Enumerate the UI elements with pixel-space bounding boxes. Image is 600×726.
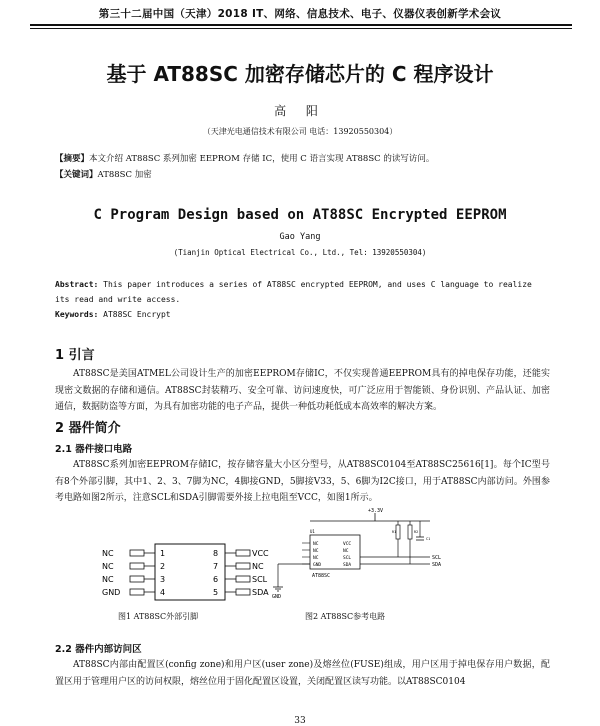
page-number: 33 [294,716,306,726]
pin-number-2: 2 [160,562,166,571]
keywords-en-label: Keywords: [55,310,99,319]
keywords-cn-text: AT88SC 加密 [97,170,152,180]
affiliation-en: (Tianjin Optical Electrical Co., Ltd., Tel: 13920550304) [173,248,427,257]
r1-designator: R1 [392,530,397,534]
section-2-heading: 2 器件简介 [55,421,121,436]
chip-name: AT88SC [312,573,331,579]
paper-title-en: C Program Design based on AT88SC Encrypted EEPROM [93,207,507,223]
pin-number-1: 1 [160,549,166,558]
pin-number-4: 4 [160,588,166,597]
pin-pad-5 [236,589,250,595]
pin-pad-8 [236,550,250,556]
abstract-cn-label: 【摘要】 [55,154,90,164]
pin-label-7: NC [252,562,264,571]
pin-pad-1 [130,550,144,556]
affiliation-cn: （天津光电通信技术有限公司 电话：13920550304） [202,127,398,136]
pin-number-6: 6 [213,575,219,584]
net-label-scl: SCL [432,555,442,561]
pin-label-3: NC [102,575,114,584]
figure-2-circuit [270,507,450,602]
pin-pad-6 [236,576,250,582]
resistor-r2 [408,525,412,539]
pin-number-3: 3 [160,575,166,584]
u1-left-pin-3: NC [313,556,319,561]
u1-right-pin-2: NC [343,549,349,554]
subsection-2-2-heading: 2.2 器件内部访问区 [55,644,142,655]
abstract-cn [55,152,434,164]
keywords-cn [55,168,152,180]
pin-label-6: SCL [252,575,268,584]
paper-title-cn: 基于 AT88SC 加密存储芯片的 C 程序设计 [106,62,494,86]
section-1-heading: 1 引言 [55,348,95,363]
abstract-en-label: Abstract: [55,280,99,289]
pin-pad-7 [236,563,250,569]
header-rule-thin [30,28,572,29]
pin-number-8: 8 [213,549,219,558]
subsection-2-1-text: AT88SC系列加密EEPROM存储IC，按存储容量大小区分型号，从AT88SC0104至AT88SC25616[1]。每个IC型号有8个外部引脚，其中1、2、3、7脚为NC，4脚接GND，5脚接V33，5、6脚为I2C接口，用于AT88SC内部访问。外围参考电路如图2所示，注意SCL和SDA引脚需要外接上拉电阻至VCC，如图1所示。 [55,460,550,503]
u1-right-pin-3: SCL [343,556,352,561]
resistor-r1 [396,525,400,539]
abstract-en-text: This paper introduces a series of AT88SC encrypted EEPROM, and uses C language to realize its read and write access. [55,280,532,304]
author-en: Gao Yang [279,232,321,242]
section-1-text: AT88SC是美国ATMEL公司设计生产的加密EEPROM存储IC，不仅实现普通EEPROM具有的掉电保存功能，还能实现密文数据的存储和通信。AT88SC封装精巧、安全可靠、访问速度快，可广泛应用于智能锁、身份识别、产品认证、加密通信，数据防盗等方面，为具有加密功能的电子产品，提供一种低功耗低成本高效率的解决方案。 [55,369,550,412]
pin-number-5: 5 [213,588,219,597]
pin-number-7: 7 [213,562,219,571]
subsection-2-1-heading: 2.1 器件接口电路 [55,444,133,455]
figure-2-caption: 图2 AT88SC参考电路 [305,612,386,621]
pin-pad-3 [130,576,144,582]
conference-header: 第三十二届中国（天津）2018 IT、网络、信息技术、电子、仪器仪表创新学术会议 [98,8,502,20]
subsection-2-2-text: AT88SC内部由配置区(config zone)和用户区(user zone)及熔丝位(FUSE)组成，用户区用于掉电保存用户数据，配置区用于管理用户区的访问权限，熔丝位用于固化配置区设置，关闭配置区读写功能。以AT88SC0104 [55,660,550,687]
u1-right-pin-1: VCC [343,542,352,547]
u1-right-pin-4: SDA [343,563,352,568]
pin-pad-4 [130,589,144,595]
keywords-cn-label: 【关键词】 [55,170,98,180]
u1-left-pin-1: NC [313,542,319,547]
supply-label: +3.3V [368,508,384,514]
author-cn: 高 阳 [274,104,326,118]
net-label-sda: SDA [432,562,442,568]
keywords-en-text: AT88SC Encrypt [98,310,171,319]
c1-designator: C1 [426,537,431,541]
u1-designator: U1 [310,529,315,534]
abstract-cn-text: 本文介绍 AT88SC 系列加密 EEPROM 存储 IC，使用 C 语言实现 AT88SC 的读写访问。 [89,154,435,164]
keywords-en [55,307,550,322]
u1-left-pin-2: NC [313,549,319,554]
pin-label-1: NC [102,549,114,558]
abstract-en [55,277,550,307]
header-rule-thick [30,24,572,26]
pin-label-8: VCC [252,549,269,558]
u1-left-pin-4: GND [313,563,322,568]
pin-label-2: NC [102,562,114,571]
pin-label-5: SDA [252,588,269,597]
figure-1-pinout [100,540,280,602]
figure-1-caption: 图1 AT88SC外部引脚 [118,612,199,621]
r2-designator: R2 [414,530,419,534]
pin-pad-2 [130,563,144,569]
gnd-label: GND [272,594,282,600]
pin-label-4: GND [102,588,121,597]
